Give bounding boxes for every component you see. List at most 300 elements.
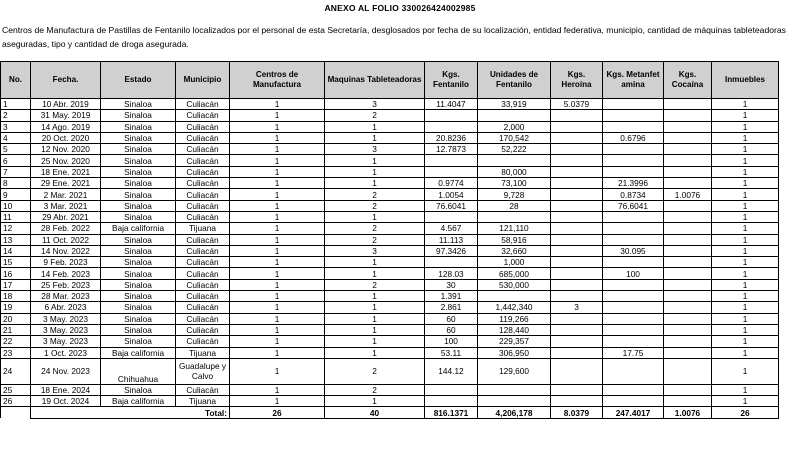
table-row <box>1 245 779 256</box>
cell-municipio: Tijuana <box>176 396 230 407</box>
cell-inmuebles: 1 <box>712 200 779 211</box>
cell-no: 21 <box>1 324 31 335</box>
cell-no: 11 <box>1 211 31 222</box>
cell-kgs-metanfetamina: 76.6041 <box>603 200 664 211</box>
cell-kgs-cocaina <box>664 223 712 234</box>
cell-kgs-metanfetamina <box>603 234 664 245</box>
header-fecha: Fecha. <box>31 62 101 99</box>
cell-kgs-metanfetamina: 100 <box>603 268 664 279</box>
cell-kgs-fentanilo <box>425 121 478 132</box>
cell-fecha: 11 Oct. 2022 <box>31 234 101 245</box>
cell-fecha: 24 Nov. 2023 <box>31 358 101 384</box>
totals-blank-cell <box>1 407 31 418</box>
cell-estado: Sinaloa <box>101 336 176 347</box>
cell-kgs-heroina <box>551 324 603 335</box>
cell-fecha: 19 Oct. 2024 <box>31 396 101 407</box>
cell-kgs-heroina <box>551 211 603 222</box>
cell-estado: Chihuahua <box>101 358 176 384</box>
cell-estado: Sinaloa <box>101 211 176 222</box>
cell-kgs-heroina <box>551 245 603 256</box>
cell-unidades-fentanilo: 33,919 <box>478 99 551 110</box>
total-kgs-fentanilo: 816.1371 <box>425 407 478 418</box>
cell-centros: 1 <box>230 189 325 200</box>
cell-centros: 1 <box>230 279 325 290</box>
table-row <box>1 384 779 395</box>
cell-maquinas: 1 <box>325 347 425 358</box>
cell-centros: 1 <box>230 336 325 347</box>
cell-kgs-heroina <box>551 144 603 155</box>
cell-maquinas: 2 <box>325 110 425 121</box>
cell-unidades-fentanilo: 73,100 <box>478 178 551 189</box>
cell-unidades-fentanilo <box>478 291 551 302</box>
cell-centros: 1 <box>230 347 325 358</box>
cell-kgs-metanfetamina <box>603 257 664 268</box>
document-title: ANEXO AL FOLIO 330026424002985 <box>324 3 476 13</box>
cell-kgs-metanfetamina <box>603 121 664 132</box>
cell-kgs-fentanilo: 2.861 <box>425 302 478 313</box>
cell-unidades-fentanilo: 9,728 <box>478 189 551 200</box>
cell-municipio: Guadalupe y Calvo <box>176 358 230 384</box>
cell-inmuebles: 1 <box>712 211 779 222</box>
cell-kgs-heroina <box>551 178 603 189</box>
cell-kgs-heroina <box>551 121 603 132</box>
cell-centros: 1 <box>230 245 325 256</box>
cell-kgs-metanfetamina <box>603 313 664 324</box>
cell-kgs-cocaina <box>664 121 712 132</box>
cell-kgs-fentanilo: 12.7873 <box>425 144 478 155</box>
cell-unidades-fentanilo: 80,000 <box>478 166 551 177</box>
cell-kgs-fentanilo: 53.11 <box>425 347 478 358</box>
cell-estado: Sinaloa <box>101 324 176 335</box>
totals-label: Total: <box>31 407 230 418</box>
table-row <box>1 200 779 211</box>
cell-kgs-fentanilo: 76.6041 <box>425 200 478 211</box>
cell-unidades-fentanilo: 129,600 <box>478 358 551 384</box>
cell-inmuebles: 1 <box>712 121 779 132</box>
cell-kgs-cocaina: 1.0076 <box>664 189 712 200</box>
cell-no: 19 <box>1 302 31 313</box>
header-kgs-fentanilo: Kgs. Fentanilo <box>425 62 478 99</box>
cell-kgs-cocaina <box>664 110 712 121</box>
cell-fecha: 12 Nov. 2020 <box>31 144 101 155</box>
cell-unidades-fentanilo: 306,950 <box>478 347 551 358</box>
cell-inmuebles: 1 <box>712 155 779 166</box>
cell-kgs-cocaina <box>664 268 712 279</box>
table-row <box>1 324 779 335</box>
cell-kgs-heroina <box>551 234 603 245</box>
cell-inmuebles: 1 <box>712 396 779 407</box>
cell-maquinas: 3 <box>325 144 425 155</box>
cell-estado: Sinaloa <box>101 279 176 290</box>
cell-centros: 1 <box>230 211 325 222</box>
cell-centros: 1 <box>230 178 325 189</box>
table-row <box>1 211 779 222</box>
total-kgs-cocaina: 1.0076 <box>664 407 712 418</box>
cell-centros: 1 <box>230 313 325 324</box>
table-row <box>1 279 779 290</box>
cell-kgs-metanfetamina <box>603 110 664 121</box>
cell-kgs-cocaina <box>664 234 712 245</box>
cell-no: 15 <box>1 257 31 268</box>
cell-kgs-heroina <box>551 396 603 407</box>
cell-inmuebles: 1 <box>712 245 779 256</box>
cell-fecha: 10 Abr. 2019 <box>31 99 101 110</box>
table-row <box>1 257 779 268</box>
table-header <box>1 62 779 99</box>
cell-unidades-fentanilo: 530,000 <box>478 279 551 290</box>
cell-no: 5 <box>1 144 31 155</box>
cell-kgs-heroina <box>551 268 603 279</box>
cell-inmuebles: 1 <box>712 257 779 268</box>
table-row <box>1 189 779 200</box>
cell-centros: 1 <box>230 121 325 132</box>
cell-kgs-metanfetamina: 17.75 <box>603 347 664 358</box>
cell-kgs-fentanilo: 11.4047 <box>425 99 478 110</box>
cell-estado: Baja california <box>101 223 176 234</box>
table-row <box>1 234 779 245</box>
cell-unidades-fentanilo: 121,110 <box>478 223 551 234</box>
cell-kgs-heroina <box>551 347 603 358</box>
cell-kgs-metanfetamina <box>603 166 664 177</box>
cell-kgs-cocaina <box>664 358 712 384</box>
cell-maquinas: 1 <box>325 291 425 302</box>
cell-centros: 1 <box>230 200 325 211</box>
cell-fecha: 29 Ene. 2021 <box>31 178 101 189</box>
cell-unidades-fentanilo <box>478 155 551 166</box>
cell-unidades-fentanilo: 1,442,340 <box>478 302 551 313</box>
cell-estado: Sinaloa <box>101 144 176 155</box>
cell-inmuebles: 1 <box>712 110 779 121</box>
cell-maquinas: 2 <box>325 279 425 290</box>
cell-centros: 1 <box>230 396 325 407</box>
cell-inmuebles: 1 <box>712 358 779 384</box>
cell-centros: 1 <box>230 384 325 395</box>
cell-municipio: Culiacán <box>176 166 230 177</box>
header-kgs-metanfetamina: Kgs. Metanfetamina <box>603 62 664 99</box>
cell-no: 24 <box>1 358 31 384</box>
cell-maquinas: 1 <box>325 302 425 313</box>
cell-maquinas: 1 <box>325 257 425 268</box>
cell-kgs-cocaina <box>664 302 712 313</box>
cell-maquinas: 3 <box>325 99 425 110</box>
cell-municipio: Culiacán <box>176 200 230 211</box>
cell-centros: 1 <box>230 144 325 155</box>
cell-kgs-fentanilo: 128.03 <box>425 268 478 279</box>
cell-inmuebles: 1 <box>712 223 779 234</box>
cell-estado: Sinaloa <box>101 291 176 302</box>
cell-kgs-metanfetamina <box>603 155 664 166</box>
cell-kgs-heroina <box>551 358 603 384</box>
cell-estado: Baja california <box>101 396 176 407</box>
cell-kgs-cocaina <box>664 347 712 358</box>
table-row <box>1 132 779 143</box>
cell-fecha: 14 Nov. 2022 <box>31 245 101 256</box>
cell-fecha: 28 Feb. 2022 <box>31 223 101 234</box>
cell-no: 1 <box>1 99 31 110</box>
total-maquinas: 40 <box>325 407 425 418</box>
cell-fecha: 18 Ene. 2021 <box>31 166 101 177</box>
cell-estado: Sinaloa <box>101 189 176 200</box>
cell-estado: Sinaloa <box>101 200 176 211</box>
cell-fecha: 25 Feb. 2023 <box>31 279 101 290</box>
cell-unidades-fentanilo <box>478 110 551 121</box>
cell-no: 18 <box>1 291 31 302</box>
cell-kgs-cocaina <box>664 144 712 155</box>
cell-kgs-heroina <box>551 200 603 211</box>
table-row <box>1 347 779 358</box>
cell-kgs-heroina <box>551 166 603 177</box>
cell-fecha: 9 Feb. 2023 <box>31 257 101 268</box>
cell-no: 2 <box>1 110 31 121</box>
cell-no: 13 <box>1 234 31 245</box>
cell-fecha: 3 May. 2023 <box>31 324 101 335</box>
table-row <box>1 121 779 132</box>
cell-municipio: Culiacán <box>176 291 230 302</box>
cell-estado: Baja california <box>101 347 176 358</box>
cell-kgs-heroina <box>551 291 603 302</box>
cell-no: 9 <box>1 189 31 200</box>
cell-kgs-fentanilo: 30 <box>425 279 478 290</box>
cell-fecha: 3 Mar. 2021 <box>31 200 101 211</box>
table-row <box>1 155 779 166</box>
total-unidades-fentanilo: 4,206,178 <box>478 407 551 418</box>
cell-unidades-fentanilo <box>478 396 551 407</box>
cell-fecha: 6 Abr. 2023 <box>31 302 101 313</box>
cell-maquinas: 1 <box>325 166 425 177</box>
cell-municipio: Tijuana <box>176 347 230 358</box>
cell-estado: Sinaloa <box>101 155 176 166</box>
cell-fecha: 31 May. 2019 <box>31 110 101 121</box>
cell-kgs-cocaina <box>664 155 712 166</box>
cell-no: 14 <box>1 245 31 256</box>
cell-municipio: Culiacán <box>176 132 230 143</box>
cell-municipio: Culiacán <box>176 302 230 313</box>
cell-fecha: 28 Mar. 2023 <box>31 291 101 302</box>
cell-no: 12 <box>1 223 31 234</box>
table-row <box>1 313 779 324</box>
cell-estado: Sinaloa <box>101 166 176 177</box>
cell-fecha: 2 Mar. 2021 <box>31 189 101 200</box>
cell-kgs-fentanilo: 1.391 <box>425 291 478 302</box>
cell-kgs-heroina <box>551 223 603 234</box>
table-row <box>1 166 779 177</box>
cell-unidades-fentanilo: 58,916 <box>478 234 551 245</box>
cell-unidades-fentanilo: 2,000 <box>478 121 551 132</box>
cell-centros: 1 <box>230 99 325 110</box>
cell-kgs-heroina <box>551 279 603 290</box>
cell-centros: 1 <box>230 257 325 268</box>
cell-maquinas: 3 <box>325 245 425 256</box>
cell-centros: 1 <box>230 132 325 143</box>
cell-estado: Sinaloa <box>101 268 176 279</box>
cell-inmuebles: 1 <box>712 189 779 200</box>
cell-estado: Sinaloa <box>101 302 176 313</box>
cell-estado: Sinaloa <box>101 313 176 324</box>
cell-municipio: Culiacán <box>176 121 230 132</box>
cell-inmuebles: 1 <box>712 178 779 189</box>
cell-kgs-fentanilo: 0.9774 <box>425 178 478 189</box>
cell-municipio: Culiacán <box>176 178 230 189</box>
cell-centros: 1 <box>230 324 325 335</box>
cell-inmuebles: 1 <box>712 166 779 177</box>
cell-kgs-fentanilo: 20.8236 <box>425 132 478 143</box>
table-row <box>1 302 779 313</box>
cell-centros: 1 <box>230 358 325 384</box>
cell-maquinas: 2 <box>325 189 425 200</box>
cell-estado: Sinaloa <box>101 121 176 132</box>
cell-kgs-metanfetamina <box>603 279 664 290</box>
cell-maquinas: 1 <box>325 155 425 166</box>
cell-municipio: Culiacán <box>176 245 230 256</box>
cell-fecha: 25 Nov. 2020 <box>31 155 101 166</box>
table-row <box>1 99 779 110</box>
cell-inmuebles: 1 <box>712 132 779 143</box>
cell-kgs-cocaina <box>664 257 712 268</box>
cell-inmuebles: 1 <box>712 268 779 279</box>
cell-kgs-metanfetamina <box>603 291 664 302</box>
cell-unidades-fentanilo: 119,266 <box>478 313 551 324</box>
cell-inmuebles: 1 <box>712 279 779 290</box>
cell-estado: Sinaloa <box>101 132 176 143</box>
cell-municipio: Culiacán <box>176 211 230 222</box>
cell-unidades-fentanilo: 52,222 <box>478 144 551 155</box>
cell-estado: Sinaloa <box>101 110 176 121</box>
cell-kgs-cocaina <box>664 166 712 177</box>
header-municipio: Municipio <box>176 62 230 99</box>
cell-kgs-metanfetamina <box>603 358 664 384</box>
cell-kgs-fentanilo <box>425 396 478 407</box>
cell-no: 6 <box>1 155 31 166</box>
table-row <box>1 336 779 347</box>
cell-kgs-fentanilo: 144.12 <box>425 358 478 384</box>
header-maquinas: Maquinas Tableteadoras <box>325 62 425 99</box>
cell-maquinas: 1 <box>325 313 425 324</box>
total-inmuebles: 26 <box>712 407 779 418</box>
intro-paragraph: Centros de Manufactura de Pastillas de Fentanilo localizados por el personal de esta Secretaría, desglosados por fecha de su localización, entidad federativa, municipio, cantidad de máquinas tableteadoras aseguradas, tipo y cantidad de droga asegurada. <box>2 25 786 49</box>
totals-row <box>1 407 779 418</box>
cell-kgs-heroina <box>551 336 603 347</box>
cell-estado: Sinaloa <box>101 384 176 395</box>
cell-maquinas: 2 <box>325 358 425 384</box>
cell-no: 25 <box>1 384 31 395</box>
cell-inmuebles: 1 <box>712 144 779 155</box>
cell-maquinas: 1 <box>325 121 425 132</box>
cell-fecha: 29 Abr. 2021 <box>31 211 101 222</box>
cell-kgs-metanfetamina <box>603 384 664 395</box>
cell-kgs-cocaina <box>664 291 712 302</box>
cell-unidades-fentanilo: 1,000 <box>478 257 551 268</box>
cell-maquinas: 1 <box>325 324 425 335</box>
cell-maquinas: 1 <box>325 336 425 347</box>
cell-municipio: Culiacán <box>176 279 230 290</box>
table-row <box>1 291 779 302</box>
cell-kgs-metanfetamina <box>603 223 664 234</box>
header-estado: Estado <box>101 62 176 99</box>
cell-kgs-metanfetamina <box>603 324 664 335</box>
table-footer <box>1 407 779 418</box>
cell-inmuebles: 1 <box>712 336 779 347</box>
cell-kgs-heroina <box>551 132 603 143</box>
cell-municipio: Culiacán <box>176 313 230 324</box>
cell-centros: 1 <box>230 110 325 121</box>
table-body <box>1 99 779 407</box>
cell-maquinas: 1 <box>325 178 425 189</box>
cell-centros: 1 <box>230 234 325 245</box>
cell-centros: 1 <box>230 268 325 279</box>
header-kgs-cocaina: Kgs. Cocaína <box>664 62 712 99</box>
cell-fecha: 3 May. 2023 <box>31 336 101 347</box>
table-row <box>1 358 779 384</box>
cell-kgs-fentanilo <box>425 257 478 268</box>
total-centros: 26 <box>230 407 325 418</box>
cell-estado: Sinaloa <box>101 234 176 245</box>
cell-estado: Sinaloa <box>101 178 176 189</box>
cell-estado: Sinaloa <box>101 245 176 256</box>
table-row <box>1 110 779 121</box>
table-row <box>1 223 779 234</box>
cell-kgs-heroina <box>551 384 603 395</box>
cell-municipio: Culiacán <box>176 144 230 155</box>
cell-centros: 1 <box>230 223 325 234</box>
cell-kgs-fentanilo: 11.113 <box>425 234 478 245</box>
cell-fecha: 14 Feb. 2023 <box>31 268 101 279</box>
cell-kgs-metanfetamina <box>603 144 664 155</box>
cell-no: 26 <box>1 396 31 407</box>
cell-municipio: Culiacán <box>176 99 230 110</box>
cell-kgs-heroina <box>551 313 603 324</box>
header-inmuebles: Inmuebles <box>712 62 779 99</box>
cell-kgs-cocaina <box>664 211 712 222</box>
table-row <box>1 178 779 189</box>
header-unidades-fentanilo: Unidades de Fentanilo <box>478 62 551 99</box>
cell-unidades-fentanilo: 32,660 <box>478 245 551 256</box>
cell-kgs-fentanilo <box>425 211 478 222</box>
cell-maquinas: 1 <box>325 211 425 222</box>
cell-unidades-fentanilo: 128,440 <box>478 324 551 335</box>
cell-maquinas: 2 <box>325 384 425 395</box>
cell-kgs-metanfetamina: 21.3996 <box>603 178 664 189</box>
cell-fecha: 1 Oct. 2023 <box>31 347 101 358</box>
cell-kgs-fentanilo <box>425 384 478 395</box>
cell-kgs-cocaina <box>664 178 712 189</box>
cell-maquinas: 2 <box>325 200 425 211</box>
cell-no: 3 <box>1 121 31 132</box>
cell-centros: 1 <box>230 291 325 302</box>
cell-kgs-heroina <box>551 110 603 121</box>
header-no: No. <box>1 62 31 99</box>
cell-unidades-fentanilo <box>478 211 551 222</box>
cell-kgs-cocaina <box>664 313 712 324</box>
cell-maquinas: 1 <box>325 132 425 143</box>
cell-municipio: Culiacán <box>176 384 230 395</box>
cell-municipio: Culiacán <box>176 155 230 166</box>
cell-kgs-cocaina <box>664 99 712 110</box>
cell-kgs-metanfetamina: 0.6796 <box>603 132 664 143</box>
cell-unidades-fentanilo: 170,542 <box>478 132 551 143</box>
cell-inmuebles: 1 <box>712 384 779 395</box>
cell-kgs-heroina: 5.0379 <box>551 99 603 110</box>
cell-kgs-fentanilo <box>425 110 478 121</box>
cell-municipio: Tijuana <box>176 223 230 234</box>
cell-kgs-heroina <box>551 155 603 166</box>
cell-unidades-fentanilo: 685,000 <box>478 268 551 279</box>
table-row <box>1 268 779 279</box>
cell-municipio: Culiacán <box>176 189 230 200</box>
cell-kgs-fentanilo: 60 <box>425 324 478 335</box>
cell-inmuebles: 1 <box>712 302 779 313</box>
cell-estado: Sinaloa <box>101 99 176 110</box>
cell-kgs-cocaina <box>664 396 712 407</box>
